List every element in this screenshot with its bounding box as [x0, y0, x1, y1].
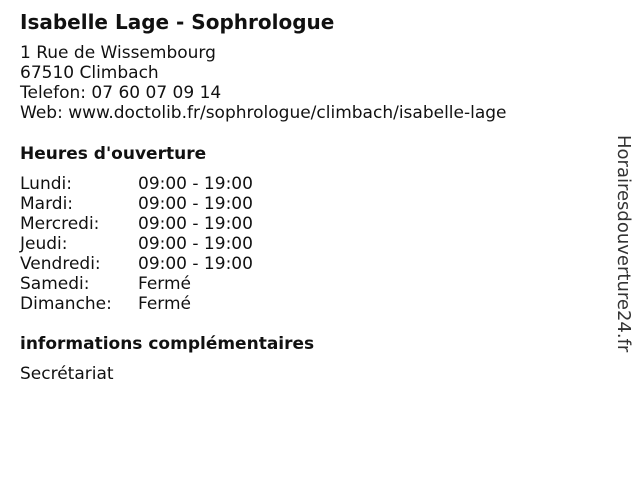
hours-value: Fermé — [138, 274, 192, 294]
website-link[interactable]: Web: www.doctolib.fr/sophrologue/climbach/isabelle-lage — [20, 103, 507, 123]
hours-row-sunday — [20, 294, 253, 314]
opening-hours-heading: Heures d'ouverture — [20, 144, 207, 164]
site-watermark: Horairesdouverture24.fr — [613, 135, 634, 353]
day-label: Samedi: — [20, 274, 90, 294]
day-label: Dimanche: — [20, 294, 112, 314]
day-label: Vendredi: — [20, 254, 101, 274]
day-label: Mercredi: — [20, 214, 100, 234]
hours-value: 09:00 - 19:00 — [138, 194, 253, 214]
hours-row-thursday — [20, 234, 253, 254]
additional-info-heading: informations complémentaires — [20, 334, 315, 354]
additional-info-text: Secrétariat — [20, 364, 114, 384]
page-title: Isabelle Lage - Sophrologue — [20, 10, 335, 34]
day-label: Lundi: — [20, 174, 72, 194]
hours-value: 09:00 - 19:00 — [138, 214, 253, 234]
hours-value: 09:00 - 19:00 — [138, 254, 253, 274]
address-city: 67510 Climbach — [20, 63, 159, 83]
hours-value: 09:00 - 19:00 — [138, 234, 253, 254]
hours-row-wednesday — [20, 214, 253, 234]
hours-row-friday — [20, 254, 253, 274]
opening-hours-table — [20, 174, 253, 314]
hours-value: Fermé — [138, 294, 192, 314]
address-street: 1 Rue de Wissembourg — [20, 43, 216, 63]
phone-number: Telefon: 07 60 07 09 14 — [20, 83, 222, 103]
day-label: Mardi: — [20, 194, 74, 214]
day-label: Jeudi: — [20, 234, 68, 254]
hours-row-monday — [20, 174, 253, 194]
contact-block — [20, 43, 507, 123]
hours-value: 09:00 - 19:00 — [138, 174, 253, 194]
hours-row-saturday — [20, 274, 253, 294]
hours-row-tuesday — [20, 194, 253, 214]
